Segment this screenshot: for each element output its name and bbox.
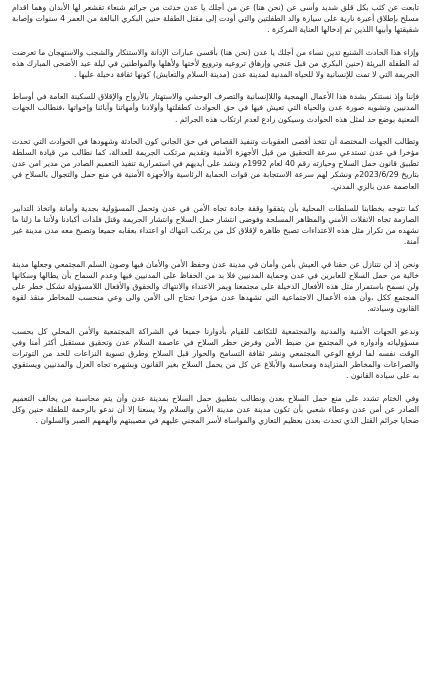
paragraph-conclusion: وفي الختام تشدد على منع حمل السلاح بعدن ونطالب بتطبيق حمل السلاح بمدينة عدن وأن يتم محاسبة من يخالف التعميم الصادر عن أمن عدن وعطاء شعبي بأن تكون مدينة عدن مدينة الأمن والسلام ولا يسعنا إلا أن ندعو بالرحمة للطفلة حنين وكل ضحايا جرائم القتل الذي تحدث بعدن بعظيم التعازي والمواساة لأسر المجني عليهم في مصيبتهم وألهمهم الصبر والسلوان . bbox=[12, 393, 419, 426]
paragraph-punishment-law: وتطالب الجهات المختصة أن تتخذ أقصى العقوبات وتنفيذ القصاص في حق الجاني كون الحادثة وشهودها في الحوادث التي تحدث مؤخرا في عدن تستدعي سرعة التحقيق من قبل الأجهزة الأمنية وتقديم مرتكب الجريمة للعدالة، كما نطالب من قيادة السلطة تطبيق قانون حمل السلاح وحيازته رقم 40 لعام 1992م ونشد على أيديهم في استمرارية تنفيذ التعميم الصادر من مدير امن عدن بتاريخ 2023/6/29م ونشكر لهم سرعة الاستجابة من قوات الحماية الرئاسية والأجهزة الأمنية في منع حمل والتجوال بالسلاح في العاصمة عدن بالزي المدني. bbox=[12, 136, 419, 191]
paragraph-demands-authorities: فإننا وإذ نستنكر بشدة هذا الأعمال الهمجية واللاإنسانية والتصرف الوحشي والاستهتار بالأرواح والإقلاق للسكينة العامة في أوساط المدنيين وتشويه صورة عدن والحياة التي تعيش فيها في حق الحوادث كطفلتها وأولادنا وأمهاتنا وآبائنا وإخواتها ،فنطالب الجهات المعنية بوضع حد لمثل هذه الحوادث وسيكون رادع لعدم ارتكاب هذه الجرائم . bbox=[12, 92, 419, 124]
paragraph-condemnation: وإزاء هذا الحادث الشنيع تدين نساء من أجلك يا عدن (نحن هنا) بأقسى عبارات الإدانة والاستنكار والشجب والاستهجان ما تعرضت له الطفلة البريئة (حنين البكري من قبل عنجي وإرهاق تروعيه وترويع لأختها ولأهلها والمواطنين في ليلة عيد الأضحى المبارك هذه الجريمة التي لا تمت للإنسانية ولا للحياة المدنية لمدينة عدن (مدينة السلام والتعايش) كونها ثقافة دخيلة عليها . bbox=[12, 47, 419, 80]
paragraph-intro: تابعت عن كثب بكل قلق شديد وأسى عن (نحن هنا) عن من أجلك يا عدن حدثت من جرائم شنعاء تقشعر لها الأبدان وهما اقدام مسلح بإطلاق أعيرة نارية على سيارة والد الطفلتين والتي أودت إلى مقتل الطفلة حنين البكري البالغة من العمر 4 سنوات وإصابة شقيقتها وأبيها اللذين تم إدخالها العناية المركزة . bbox=[12, 3, 419, 35]
paragraph-call-to-cooperate: وندعو الجهات الأمنية والمدنية والمجتمعية للتكاتف للقيام بأدوارنا جميعا في الشراكة المجتمعية والأمن المحلي كل بحسب مسؤولياته وأدواره في المجتمع من ضبط الأمن وفرض حظر السلاح في عاصمة السلام عدن وتحقيق مستقبل أكثر أمنا وفي الوقت نفسه لما لرفع الوعي المجتمعي ونشر ثقافة التسامح والحوار قبل السلاح وطرق تسوية النزاعات للحد من التوترات والصراعات والمخاطر المتزايدة ومحاسبة والأبلاغ عن كل من يحمل السلاح بغير القانون وبشهره تجاه العزل والمدنيين ويستقوي به على سيادة القانون . bbox=[12, 326, 419, 381]
paragraph-local-authorities: كما نتوجه بخطابنا للسلطات المحلية بأن يتفقوا وقفة جادة تجاه الأمن في عدن وتحمل المسؤولية بجدية وأمانة واتخاذ التدابير الصارمة تجاه الانفلات الأمني والمظاهر المسلحة وفوضى انتشار حمل السلاح وانتشار الجريمة وقتل فلذات أكبادنا ولأننا ما زلنا ما نشهده من تكرار مثل هذه الاعتداءات تصبح ظاهرة لإقلاق كل من يرتكب انتهاك او اعتداء بعقابه جميعا وتصبح معه مدن مدينة غير آمنة. bbox=[12, 203, 419, 247]
paragraph-right-to-security: ونحن إذ لن نتنازل عن حقنا في العيش بأمن وأمان في مدينة عدن وحفظ الأمن والأمان فيها وصون السلم المجتمعي وجعلها مدينة خالية من حمل السلاح للعابرين في عدن وحماية المدنيين فلا بد من الحفاظ على المدنيين فيها وعدم السماح بأن يطالها وسكانها ولن نسمح باستمرار مثل هذه الأفعال الدخيلة على مجتمعنا ويمر الاعتداء والانتهاك والحقوق والأفعال اللامسؤولة تشكل خطر على المجتمع ككل ،وأن هذه الأعمال الاجتماعية التي تشهدها عدن مؤخرا تحتاج الى الأمن والى وعي منحسب للمخاطر منقذ لقوة القانون وسيادته. bbox=[12, 259, 419, 314]
